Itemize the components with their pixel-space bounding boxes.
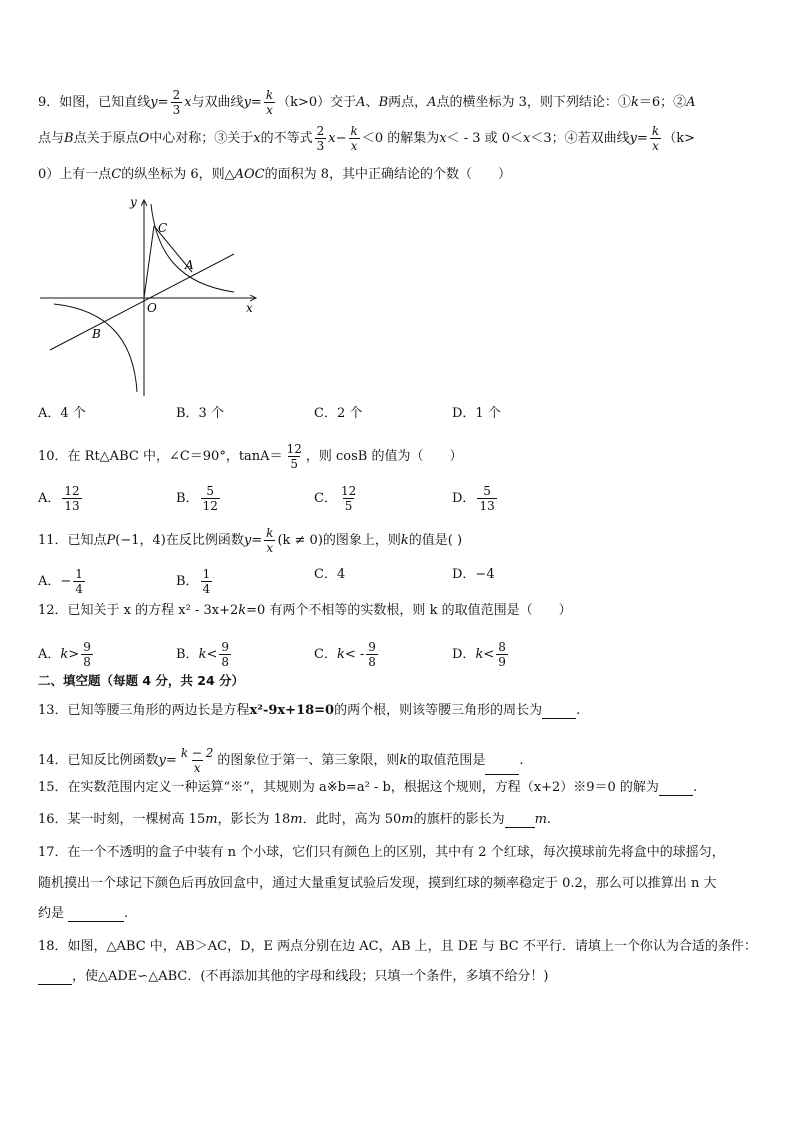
q9-line-2: 点与B点关于原点O中心对称；③关于x的不等式 $\frac{2}{3}$ x− $\frac{k}{x}$ ＜0 的解集为x＜ - 3 或 0＜x＜3；④若双曲线y= $\frac{k}{x}$ （k> — [38, 124, 695, 153]
fraction: $\frac{12}{5}$ — [286, 442, 302, 471]
q12-option-b[interactable]: B．k< $\frac{9}{8}$ — [176, 640, 229, 669]
q11-option-a[interactable]: A．− $\frac{1}{4}$ — [38, 567, 83, 596]
label-a: A — [185, 258, 194, 272]
label-y: y — [130, 195, 137, 209]
q10-option-c[interactable]: C． $\frac{12}{5}$ — [314, 484, 357, 513]
q17-line-2: 随机摸出一个球记下颜色后再放回盒中，通过大量重复试验后发现，摸到红球的频率稳定于 0.2，那么可以推算出 n 大 — [38, 876, 717, 891]
q16-answer-blank[interactable] — [505, 815, 535, 828]
q9-line-3: 0）上有一点C的纵坐标为 6，则△AOC的面积为 8，其中正确结论的个数（ ） — [38, 167, 512, 182]
q14: 14．已知反比例函数y= $\frac{k - 2}{x}$ 的图象位于第一、第三象限，则k的取值范围是 . — [38, 746, 524, 775]
q10-option-b[interactable]: B． $\frac{5}{12}$ — [176, 484, 218, 513]
segment-oc — [144, 226, 154, 298]
fraction: $\frac{2}{3}$ — [172, 88, 181, 117]
q9-option-c[interactable]: C．2 个 — [314, 406, 363, 421]
q10-option-a[interactable]: A． $\frac{12}{13}$ — [38, 484, 80, 513]
q9-option-b[interactable]: B．3 个 — [176, 406, 224, 421]
q11-option-d[interactable]: D．−4 — [452, 567, 495, 582]
q11-option-c[interactable]: C．4 — [314, 567, 346, 582]
q9-line-1: 9．如图，已知直线y= $\frac{2}{3}$ x与双曲线y= $\frac{k}{x}$ （k>0）交于A、B两点，A点的横坐标为 3，则下列结论：①k＝6；②A — [38, 88, 696, 117]
q13: 13．已知等腰三角形的两边长是方程x²-9x+18=0的两个根，则该等腰三角形的周长为 . — [38, 703, 581, 718]
label-x: x — [246, 301, 253, 315]
q11-option-b[interactable]: B． $\frac{1}{4}$ — [176, 567, 211, 596]
q11-stem: 11．已知点P(−1，4)在反比例函数y= $\frac{k}{x}$ (k ≠ 0)的图象上，则k的值是( ) — [38, 526, 463, 555]
q17-line-3: 约是 . — [38, 906, 129, 921]
q17-answer-blank[interactable] — [68, 909, 124, 922]
fraction: $\frac{k}{x}$ — [350, 124, 358, 153]
label-b: B — [92, 327, 101, 341]
q12-option-d[interactable]: D．k< $\frac{8}{9}$ — [452, 640, 506, 669]
q13-answer-blank[interactable] — [542, 706, 576, 719]
q18-line-1: 18．如图，△ABC 中，AB＞AC，D，E 两点分别在边 AC，AB 上，且 DE 与 BC 不平行．请填上一个你认为合适的条件： — [38, 939, 757, 954]
line-through-origin — [50, 254, 234, 350]
section-heading-fill-in: 二、填空题（每题 4 分，共 24 分） — [38, 673, 245, 688]
fraction: $\frac{k}{x}$ — [265, 88, 274, 117]
label-c: C — [158, 221, 168, 235]
q14-answer-blank[interactable] — [485, 762, 519, 775]
q18-line-2: ，使△ADE∽△ABC．(不再添加其他的字母和线段；只填一个条件，多填不给分！) — [38, 969, 548, 985]
fraction: $\frac{k - 2}{x}$ — [180, 746, 214, 775]
q15-answer-blank[interactable] — [659, 783, 693, 796]
q17-line-1: 17．在一个不透明的盒子中装有 n 个小球，它们只有颜色上的区别，其中有 2 个红球，每次摸球前先将盒中的球摇匀， — [38, 845, 725, 860]
q10-option-d[interactable]: D． $\frac{5}{13}$ — [452, 484, 495, 513]
fraction: $\frac{k}{x}$ — [651, 124, 660, 153]
hyperbola-branch-3 — [54, 304, 137, 392]
q12-stem: 12．已知关于 x 的方程 x² - 3x+2k=0 有两个不相等的实数根，则 k 的取值范围是（ ） — [38, 603, 572, 618]
q10-stem: 10．在 Rt△ABC 中，∠C＝90°，tanA＝ $\frac{12}{5}$ ，则 cosB 的值为（ ） — [38, 442, 463, 471]
q16: 16．某一时刻，一棵树高 15m，影长为 18m．此时，高为 50m的旗杆的影长为 m. — [38, 812, 552, 827]
hyperbola-figure — [38, 192, 268, 402]
q9-option-d[interactable]: D．1 个 — [452, 406, 501, 421]
q12-option-a[interactable]: A．k> $\frac{9}{8}$ — [38, 640, 91, 669]
q12-option-c[interactable]: C．k< - $\frac{9}{8}$ — [314, 640, 376, 669]
label-o: O — [147, 301, 157, 315]
hyperbola-branch-1 — [151, 204, 234, 292]
fraction: $\frac{k}{x}$ — [266, 526, 274, 555]
q18-answer-blank[interactable] — [38, 972, 72, 985]
q9-option-a[interactable]: A．4 个 — [38, 406, 86, 421]
q15: 15．在实数范围内定义一种运算“※”，其规则为 a※b=a² - b，根据这个规则，方程（x+2）※9＝0 的解为 . — [38, 780, 698, 795]
fraction: $\frac{2}{3}$ — [316, 124, 325, 153]
